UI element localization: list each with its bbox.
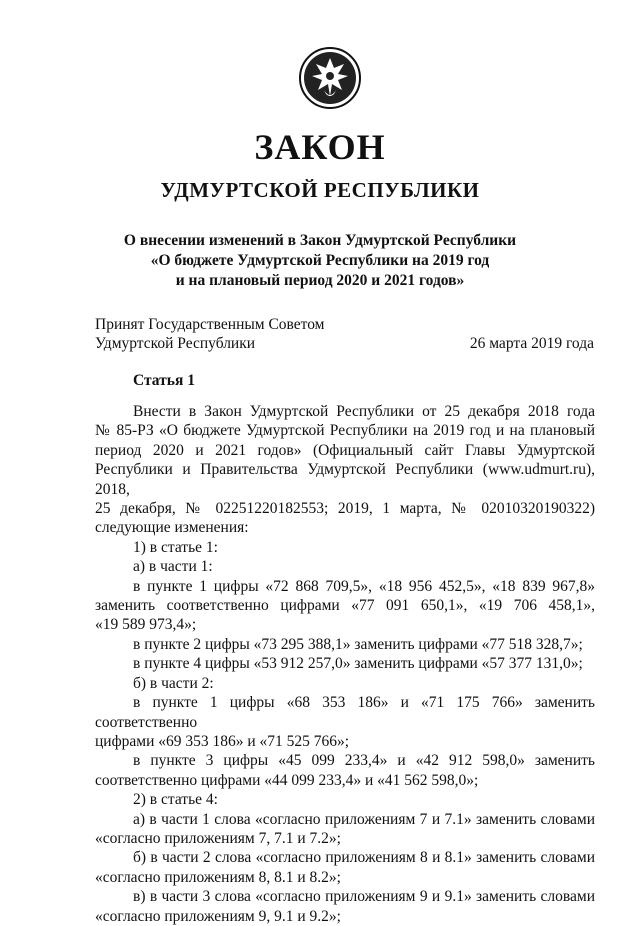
text-line: период 2020 и 2021 годов» (Официальный сайт Главы Удмуртской	[95, 441, 595, 459]
subject-line: и на плановый период 2020 и 2021 годов»	[175, 272, 465, 289]
text-line: цифрами «69 353 186» и «71 525 766»;	[95, 732, 350, 750]
law-subject	[0, 231, 640, 291]
text-line: № 85-РЗ «О бюджете Удмуртской Республики на 2019 год и на плановый	[95, 422, 595, 440]
adoption-info	[95, 315, 325, 353]
article-body	[95, 402, 595, 926]
text-line: заменить соответственно цифрами «77 091 650,1», «19 706 458,1»,	[95, 597, 595, 615]
adoption-line: Принят Государственным Советом	[95, 316, 325, 333]
text-line: Республики и Правительства Удмуртской Республики (www.udmurt.ru), 2018,	[95, 461, 595, 498]
coat-of-arms-emblem	[298, 46, 362, 110]
text-line: 25 декабря, № 02251220182553; 2019, 1 марта, № 02010320190322)	[95, 500, 595, 518]
law-title: ЗАКОН	[254, 127, 386, 167]
text-line: в пункте 1 цифры «72 868 709,5», «18 956 452,5», «18 839 967,8»	[133, 577, 595, 595]
adoption-line: Удмуртской Республики	[95, 335, 256, 352]
article-heading: Статья 1	[133, 372, 195, 389]
text-line: «согласно приложениям 7, 7.1 и 7.2»;	[95, 829, 341, 847]
text-line: 2) в статье 4:	[133, 791, 218, 809]
subject-line: О внесении изменений в Закон Удмуртской Республики	[123, 232, 517, 249]
text-line: в) в части 3 слова «согласно приложениям 9 и 9.1» заменить словами	[133, 888, 595, 906]
adoption-date: 26 марта 2019 года	[469, 335, 594, 352]
text-line: соответственно цифрами «44 099 233,4» и «41 562 598,0»;	[95, 771, 479, 789]
text-line: следующие изменения:	[95, 519, 249, 537]
text-line: в пункте 3 цифры «45 099 233,4» и «42 912 598,0» заменить	[133, 752, 595, 770]
text-line: б) в части 2 слова «согласно приложениям 8 и 8.1» заменить словами	[133, 849, 595, 867]
text-line: а) в части 1 слова «согласно приложениям 7 и 7.1» заменить словами	[133, 810, 595, 828]
text-line: в пункте 2 цифры «73 295 388,1» заменить цифрами «77 518 328,7»;	[133, 635, 583, 653]
subject-line: «О бюджете Удмуртской Республики на 2019 год	[150, 252, 490, 269]
text-line: «согласно приложениям 9, 9.1 и 9.2»;	[95, 907, 341, 925]
republic-title: УДМУРТСКОЙ РЕСПУБЛИКИ	[160, 178, 480, 202]
text-line: в пункте 4 цифры «53 912 257,0» заменить цифрами «57 377 131,0»;	[133, 655, 583, 673]
text-line: в пункте 1 цифры «68 353 186» и «71 175 766» заменить соответственно	[95, 694, 595, 731]
text-line: а) в части 1:	[133, 558, 213, 576]
text-line: «19 589 973,4»;	[95, 616, 197, 634]
text-line: б) в части 2:	[133, 674, 214, 692]
text-line: 1) в статье 1:	[133, 538, 218, 556]
text-line: Внести в Закон Удмуртской Республики от 25 декабря 2018 года	[133, 403, 595, 420]
text-line: «согласно приложениям 8, 8.1 и 8.2»;	[95, 868, 341, 886]
